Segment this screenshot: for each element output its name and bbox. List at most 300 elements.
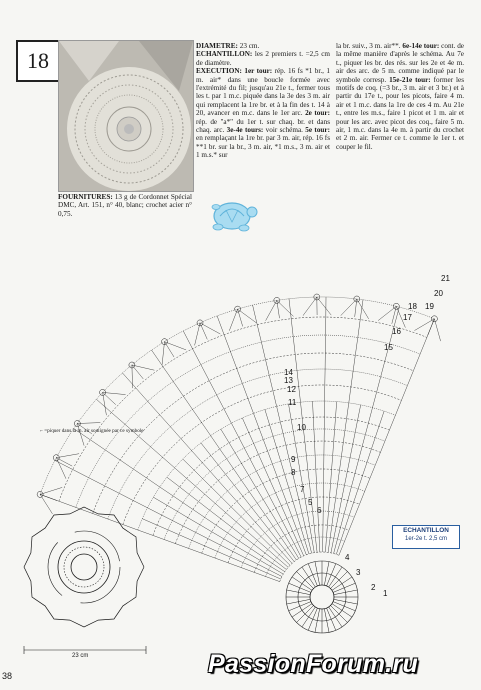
round-6-14-label: 6e-14e tour: — [400, 42, 440, 50]
shell-stitch — [40, 494, 52, 514]
stitch — [73, 470, 89, 478]
stitch — [246, 512, 255, 522]
stitch — [251, 527, 261, 537]
stitch — [293, 337, 295, 355]
stitch — [335, 418, 336, 430]
stitch — [218, 552, 231, 558]
stitch — [354, 489, 358, 502]
shell-stitch — [200, 323, 207, 340]
stitch — [254, 444, 259, 455]
stitch — [180, 487, 190, 494]
shell-stitch — [238, 309, 257, 323]
stitch — [282, 552, 292, 563]
stitch — [307, 512, 309, 526]
stitch — [277, 558, 288, 568]
stitch — [289, 299, 291, 319]
stitch — [205, 546, 218, 552]
stitch — [277, 406, 281, 422]
fournitures-text: 13 g de Cordonnet Spécial DMC, Art. 151, n° 40, blanc; crochet acier n° 0,75. — [58, 193, 192, 218]
round-1-label: 1er tour: — [241, 67, 273, 76]
shell-stitch — [341, 299, 357, 316]
stitch — [345, 515, 349, 528]
row-number: 1 — [383, 589, 388, 598]
stitch — [250, 459, 256, 471]
stitch — [231, 423, 238, 437]
stitch — [310, 484, 312, 498]
stitch — [394, 307, 399, 326]
stitch — [133, 501, 147, 508]
stitch — [331, 619, 336, 630]
row-number: 20 — [434, 289, 443, 298]
stitch — [142, 519, 157, 525]
stitch — [256, 471, 263, 483]
stitch — [168, 530, 179, 535]
stitch — [216, 525, 228, 533]
stitch — [305, 499, 307, 513]
stitch — [187, 478, 196, 486]
stitch — [264, 467, 270, 480]
round-5-continued: la br. suiv., 3 m. air**. — [336, 42, 401, 50]
stitch — [317, 609, 319, 621]
stitch — [249, 492, 257, 504]
diametre-value: 23 cm. — [237, 42, 260, 50]
stitch — [259, 455, 265, 468]
stitch — [254, 572, 265, 576]
shell-stitch — [103, 392, 107, 415]
stitch — [194, 470, 203, 479]
stitch — [226, 474, 235, 485]
shell-stitch — [200, 323, 220, 334]
stitch — [289, 606, 300, 611]
stitch — [203, 479, 212, 487]
stitch — [289, 533, 295, 544]
shell-stitch — [77, 423, 100, 424]
row-number: 9 — [291, 455, 296, 464]
stitch — [335, 617, 342, 627]
stitch — [177, 511, 187, 517]
stitch — [153, 497, 167, 505]
stitch — [173, 496, 183, 503]
stitch — [287, 518, 293, 531]
stitch — [291, 546, 299, 559]
stitch — [351, 371, 353, 387]
echantillon-value: les 2 premiers t. =2,5 cm de diamètre. — [196, 50, 330, 67]
stitch — [341, 514, 345, 528]
stitch — [193, 509, 205, 517]
shell-stitch — [303, 297, 317, 316]
stitch — [227, 459, 234, 469]
stitch — [139, 436, 151, 447]
stitch — [200, 525, 212, 532]
stitch — [272, 563, 285, 571]
stitch — [308, 539, 312, 554]
stitch — [302, 617, 309, 627]
stitch — [270, 480, 276, 493]
round-3-4-text: voir schéma. — [263, 126, 303, 135]
stitch — [345, 419, 347, 431]
stitch — [220, 449, 227, 459]
stitch — [282, 521, 289, 534]
stitch — [354, 504, 359, 517]
stitch — [205, 517, 217, 525]
round-5-text: en remplaçant la 1re br. par 3 m. air, rép. 16 fs **1 br. sur la br., 3 m. air, *1 m.s., 3 m. air et 1 m.s.* sur — [196, 134, 330, 160]
stitch — [208, 539, 221, 545]
stitch — [276, 508, 282, 520]
stitch — [294, 544, 301, 557]
stitch — [287, 503, 292, 516]
stitch — [334, 430, 335, 442]
stitch — [315, 562, 317, 574]
stitch — [334, 526, 336, 538]
stitch — [243, 563, 256, 569]
stitch — [270, 425, 274, 437]
stitch — [152, 350, 163, 367]
shell-stitch — [428, 319, 435, 336]
stitch — [265, 410, 270, 425]
stitch — [293, 501, 297, 514]
stitch — [302, 513, 305, 527]
stitch — [347, 458, 350, 472]
shell-stitch — [162, 342, 164, 365]
stitch — [201, 443, 211, 456]
stitch — [138, 530, 153, 535]
schematic-ring — [64, 547, 104, 587]
stitch — [215, 503, 226, 512]
stitch — [257, 325, 261, 343]
stitch — [136, 388, 148, 402]
stitch — [343, 431, 345, 443]
stitch — [277, 477, 282, 490]
stitch — [188, 518, 200, 525]
echantillon-label: ECHANTILLON: — [196, 50, 253, 59]
stitch — [358, 405, 361, 421]
stitch — [256, 568, 267, 573]
stitch — [295, 355, 297, 371]
stitch — [281, 506, 287, 519]
stitch — [334, 539, 338, 554]
stitch — [257, 503, 265, 515]
stitch — [345, 472, 348, 486]
stitch — [239, 437, 245, 448]
stitch — [301, 528, 305, 540]
stitch — [330, 580, 338, 588]
stitch — [229, 443, 235, 453]
stitch — [233, 469, 241, 481]
stitch — [270, 566, 283, 574]
stitch — [224, 409, 231, 423]
stitch — [379, 411, 384, 426]
stitch — [242, 383, 248, 398]
stitch — [313, 401, 314, 417]
stitch — [242, 463, 249, 475]
shell-stitch — [238, 309, 243, 326]
stitch — [189, 494, 199, 501]
stitch — [291, 319, 293, 337]
stitch — [313, 512, 315, 526]
stitch — [243, 536, 254, 545]
stitch — [339, 572, 347, 580]
stitch — [287, 590, 299, 592]
stitch — [298, 599, 310, 601]
fournitures-label: FOURNITURES: — [58, 193, 113, 201]
stitch — [389, 415, 395, 430]
stitch — [236, 546, 248, 553]
stitch — [247, 531, 257, 540]
stitch — [413, 354, 420, 371]
stitch — [327, 621, 329, 633]
stitch — [179, 535, 192, 541]
stitch — [336, 402, 337, 418]
stitch — [359, 446, 363, 460]
stitch — [344, 606, 355, 611]
stitch — [340, 456, 342, 470]
stitch — [300, 471, 302, 485]
stitch — [360, 300, 363, 320]
stitch — [221, 497, 231, 507]
stitch — [330, 605, 338, 613]
stitch — [224, 539, 236, 546]
shell-stitch — [103, 392, 126, 394]
schematic-ring — [48, 531, 120, 603]
stitch — [175, 468, 187, 479]
stitch — [269, 375, 273, 391]
stitch — [363, 462, 368, 475]
stitch — [163, 457, 175, 468]
stitch — [373, 392, 377, 407]
stitch — [218, 465, 225, 474]
stitch — [319, 525, 320, 537]
stitch — [342, 610, 352, 617]
stitch — [331, 564, 336, 575]
stitch — [339, 614, 347, 622]
stitch — [297, 515, 301, 528]
stitch — [273, 391, 277, 407]
stitch — [341, 443, 343, 457]
stitch — [349, 502, 354, 515]
row-number: 15 — [384, 343, 393, 352]
echantillon-box-text: 1er-2e t. 2,5 cm — [404, 536, 448, 542]
stitch — [279, 555, 290, 566]
stitch — [276, 493, 282, 506]
row-number: 11 — [288, 398, 297, 407]
round-1-text: rép. 16 fs *1 br., 1 m. air* dans une boucle formée avec l'extrémité du fil; jusqu'au 21e t., fermer tous les t. par 1 m.c. piquée dans la 3e des 3 m. air qui remplacent la 1re br. et à la fin des t. 14 à 20, avancer en m.c. dans le 1er arc. — [196, 67, 330, 118]
stitch — [269, 570, 282, 577]
shell-stitch — [378, 306, 396, 320]
row-number: 3 — [356, 568, 361, 577]
round-15-21-label: 15e-21e tour: — [386, 75, 431, 84]
stitch — [260, 518, 269, 529]
stitch — [273, 436, 277, 448]
stitch — [244, 448, 250, 459]
stitch — [308, 619, 313, 630]
stitch — [163, 367, 173, 382]
stitch — [324, 573, 326, 585]
stitch — [263, 440, 267, 451]
stitch — [273, 526, 281, 538]
round-15-21-text: former les motifs de coq. (=3 br., 3 m. air et 3 br.) et à partir du 17e t., pour les picots, faire 4 m. air et 1 m.c. dans la 1re de ces 4 m. Au 21e t., entre les m.s., faire 1 picot et 1 m. air et pour les arc. avec picot des coq., faire 5 m. air, 1 m.c. dans la 4e m. à partir du crochet et 2 m. air. Fermer ce t. comme le 1er t. et couper le fil. — [336, 75, 465, 151]
stitch — [289, 583, 300, 588]
stitch — [230, 557, 243, 563]
stitch — [162, 515, 173, 520]
stitch — [89, 478, 105, 486]
stitch — [299, 500, 302, 514]
stitch — [164, 540, 175, 544]
stitch — [346, 602, 358, 604]
stitch — [211, 436, 220, 449]
round-3-4-label: 3e-4e tours: — [224, 126, 264, 135]
stitch — [243, 496, 252, 507]
stitch — [123, 373, 136, 388]
stitch — [348, 487, 352, 501]
stitch — [332, 455, 333, 469]
pattern-number: 18 — [27, 48, 49, 73]
stitch — [199, 502, 210, 511]
stitch — [353, 355, 355, 371]
stitch — [173, 381, 183, 396]
stitch — [375, 452, 380, 465]
stitch — [226, 513, 237, 522]
stitch — [252, 507, 261, 518]
stitch — [286, 445, 289, 459]
page-number: 38 — [2, 671, 13, 681]
stitch — [249, 433, 254, 444]
row-number: 2 — [371, 583, 376, 592]
stitch — [334, 498, 336, 512]
stitch — [192, 451, 203, 463]
stitch — [342, 485, 345, 499]
stitch — [256, 522, 265, 533]
stitch — [183, 526, 196, 532]
shell-stitch — [103, 392, 116, 404]
shell-stitch — [195, 323, 200, 346]
stitch — [205, 494, 216, 503]
stitch — [241, 517, 251, 527]
stitch — [334, 599, 346, 601]
stitch — [256, 487, 263, 499]
stitch — [59, 501, 76, 507]
stitch — [324, 609, 326, 621]
stitch — [241, 480, 249, 492]
stitch — [175, 544, 188, 549]
watermark: PassionForum.ru — [208, 650, 419, 678]
stitch — [315, 621, 317, 633]
stitch — [268, 451, 273, 464]
stitch — [151, 447, 163, 458]
stitch — [189, 548, 202, 553]
stitch — [90, 440, 105, 450]
shell-stitch — [77, 424, 84, 446]
stitch — [153, 535, 164, 539]
stitch — [293, 432, 295, 444]
stitch — [76, 507, 93, 513]
round-6-14-text: cont. de la même manière d'après le schéma. Au 7e t., piquer les br. des rés. sur les 2e et 4e m. air des arc. de 5 m. comme indiqué par le symbole corresp. — [336, 42, 464, 84]
diameter-label: 23 cm — [72, 653, 89, 659]
stitch — [297, 530, 301, 541]
row-number: 8 — [291, 468, 296, 477]
stitch — [285, 475, 289, 488]
stitch — [305, 527, 308, 539]
stitch — [288, 548, 297, 560]
stitch — [355, 338, 358, 356]
stitch — [133, 469, 146, 478]
stitch — [317, 483, 318, 497]
stitch — [231, 507, 241, 517]
row-number: 5 — [308, 498, 313, 507]
diametre-label: DIAMETRE: — [196, 42, 238, 50]
stitch — [120, 460, 133, 469]
stitch — [297, 614, 305, 622]
stitch — [269, 496, 276, 508]
stitch — [285, 535, 291, 545]
stitch — [218, 481, 227, 492]
stitch — [380, 441, 385, 452]
stitch — [327, 511, 328, 525]
stitch — [344, 583, 355, 588]
stitch — [211, 456, 218, 465]
stitch — [289, 488, 293, 501]
stitch — [331, 469, 332, 483]
stitch — [315, 441, 316, 455]
stitch — [202, 423, 211, 436]
stitch — [254, 413, 260, 428]
stitch — [334, 592, 346, 594]
stitch — [148, 508, 162, 515]
stitch — [280, 422, 283, 434]
stitch — [360, 491, 365, 504]
stitch — [212, 532, 224, 539]
stitch — [111, 413, 125, 425]
stitch — [313, 417, 314, 429]
row-number: 7 — [300, 485, 305, 494]
stitch — [325, 537, 326, 552]
execution-label: EXECUTION: — [196, 67, 242, 76]
stitch — [248, 398, 254, 413]
stitch — [196, 486, 205, 494]
stitch — [283, 434, 286, 446]
stitch — [196, 532, 208, 538]
stitch — [170, 427, 181, 439]
stitch — [234, 485, 243, 496]
round-2-text: rép. de "a*" du 1er t. sur chaq. br. et dans chaq. arc. — [196, 117, 330, 135]
row-number: 18 — [408, 302, 417, 311]
stitch — [245, 558, 258, 564]
stitch — [306, 456, 308, 470]
stitch — [260, 560, 270, 566]
stitch — [221, 429, 229, 443]
stitch — [210, 472, 218, 481]
stitch — [319, 537, 320, 552]
stitch — [342, 577, 352, 584]
round-5-label: 5e tour: — [302, 126, 331, 135]
stitch — [285, 550, 294, 562]
stitch — [292, 577, 302, 584]
stitch — [167, 477, 180, 487]
stitch — [282, 490, 287, 503]
stitch — [270, 511, 277, 523]
stitch — [272, 464, 277, 477]
stitch — [420, 337, 427, 354]
stitch — [315, 537, 317, 552]
row-number: 12 — [287, 385, 296, 394]
stitch — [239, 541, 251, 549]
stitch — [329, 497, 330, 511]
schematic-ring — [71, 554, 97, 580]
stitch — [221, 519, 232, 528]
stitch — [209, 381, 216, 395]
stitch — [331, 538, 334, 553]
shell-stitch — [414, 319, 434, 331]
stitch — [147, 478, 160, 487]
